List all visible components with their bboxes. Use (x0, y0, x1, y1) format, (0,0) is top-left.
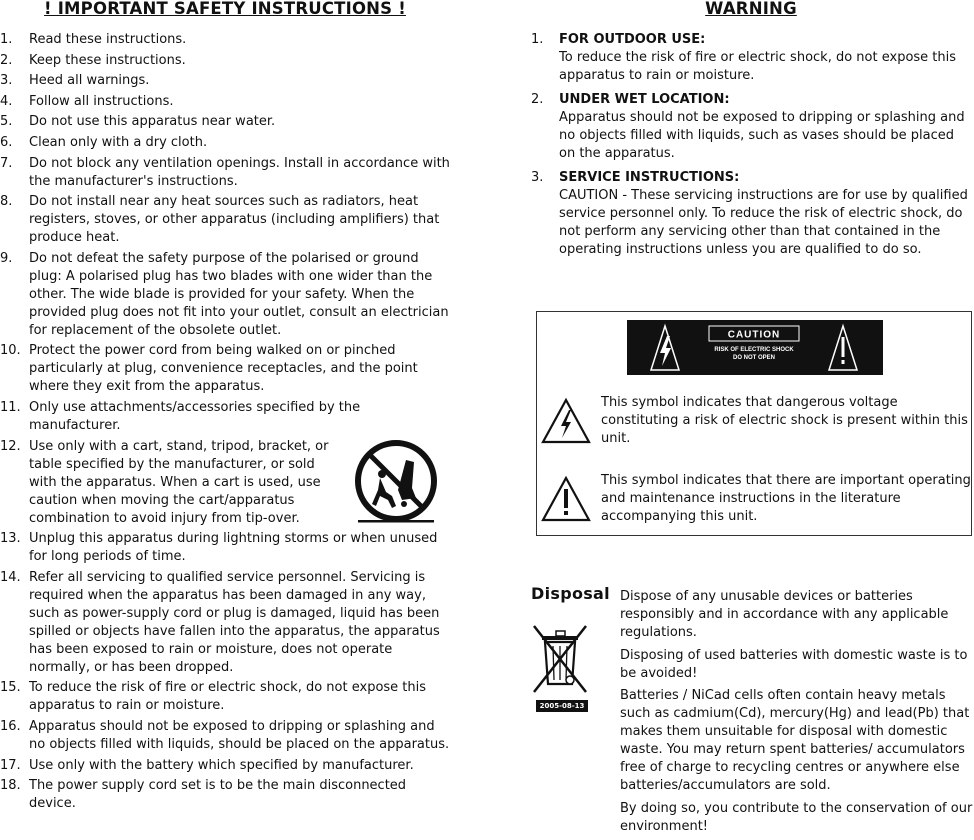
item-text: Do not defeat the safety purpose of the polarised or ground plug: A polarised plug has two blades with one wider than the other. The wide blade is provided for your safety. When the provided plug does not fit into your outlet, consult an electrician for replacement of the obsolete outlet. (29, 250, 449, 338)
list-item (528, 31, 974, 85)
caution-label-image (627, 320, 883, 375)
caution-label-title: CAUTION (727, 329, 781, 341)
exclamation-warning-icon (541, 476, 591, 522)
item-text: Use only with the battery which specified by manufacturer. (29, 757, 414, 773)
list-item (0, 52, 450, 70)
disposal-text (620, 588, 974, 840)
item-text: Do not block any ventilation openings. Install in accordance with the manufacturer's instructions. (29, 155, 450, 189)
list-item (0, 777, 450, 813)
disposal-paragraph: Disposing of used batteries with domestic waste is to be avoided! (620, 647, 968, 681)
voltage-symbol-text: This symbol indicates that dangerous voltage constituting a risk of electric shock is present within this unit. (601, 395, 968, 446)
crossed-out-wheelie-bin-icon (532, 620, 588, 698)
item-text: Unplug this apparatus during lightning storms or when unused for long periods of time. (29, 531, 438, 565)
item-text: To reduce the risk of fire or electric shock, do not expose this apparatus to rain or moisture. (559, 50, 957, 83)
item-heading: FOR OUTDOOR USE: (559, 32, 706, 47)
warning-title: WARNING (705, 0, 797, 18)
date-badge: 2005-08-13 (536, 700, 588, 712)
symbol-explanation-box (536, 311, 972, 536)
list-item (0, 250, 450, 340)
item-text: Do not use this apparatus near water. (29, 114, 276, 130)
item-number: 10. (0, 343, 21, 359)
item-number: 16. (0, 718, 21, 734)
disposal-paragraph: Batteries / NiCad cells often contain heavy metals such as cadmium(Cd), mercury(Hg) and lead(Pb) that makes them unsuitable for disposal with domestic waste. You may return spent batteries/ accumulators free of charge to recycling centres or anywhere else batteries/accumulators are sold. (620, 688, 970, 793)
item-number: 11. (0, 399, 21, 415)
warning-list (528, 31, 974, 265)
item-text: Use only with a cart, stand, tripod, bracket, or table specified by the manufacturer, or sold with the apparatus. When a cart is used, use caution when moving the cart/apparatus combination to avoid injury from tip-over. (29, 438, 329, 526)
item-text: Heed all warnings. (29, 73, 150, 89)
list-item (0, 438, 450, 528)
safety-title: ! IMPORTANT SAFETY INSTRUCTIONS ! (44, 0, 406, 18)
item-number: 1. (0, 32, 13, 47)
list-item (0, 569, 450, 677)
item-text: Do not install near any heat sources such as radiators, heat registers, stoves, or other apparatus (including amplifiers) that produce heat. (29, 194, 440, 246)
item-text: Keep these instructions. (29, 52, 186, 68)
list-item (0, 72, 450, 90)
item-number: 7. (0, 155, 13, 171)
list-item (0, 155, 450, 191)
item-text: The power supply cord set is to be the main disconnected device. (29, 778, 407, 812)
item-number: 3. (531, 170, 544, 185)
list-item (0, 757, 450, 775)
list-item (0, 530, 450, 566)
item-number: 3. (0, 73, 13, 89)
list-item (0, 399, 450, 435)
list-item (0, 113, 450, 131)
item-text: Apparatus should not be exposed to dripping or splashing and no objects filled with liquids, should be placed on the apparatus. (29, 718, 450, 752)
list-item (528, 169, 974, 259)
item-number: 9. (0, 250, 13, 266)
item-number: 14. (0, 569, 21, 585)
list-item (0, 718, 450, 754)
item-number: 18. (0, 778, 21, 794)
item-heading: SERVICE INSTRUCTIONS: (559, 170, 740, 185)
caution-label-line1: RISK OF ELECTRIC SHOCK (714, 347, 794, 353)
item-text: Apparatus should not be exposed to dripping or splashing and no objects filled with liquids, such as vases should be placed on the apparatus. (559, 110, 965, 161)
item-number: 8. (0, 194, 13, 210)
list-item (528, 91, 974, 163)
item-text: Protect the power cord from being walked on or pinched particularly at plug, convenience receptacles, and the point where they exit from the apparatus. (29, 343, 418, 395)
item-text: Follow all instructions. (29, 93, 174, 109)
warning-section (528, 0, 974, 524)
item-number: 4. (0, 93, 13, 109)
item-text: Refer all servicing to qualified service personnel. Servicing is required when the apparatus has been damaged in any way, such as power-supply cord or plug is damaged, liquid has been spilled or objects have fallen into the apparatus, the apparatus has been exposed to rain or moisture, does not operate normally, or has been dropped. (29, 569, 440, 675)
safety-section (0, 0, 450, 812)
list-item (0, 93, 450, 111)
item-number: 12. (0, 438, 21, 454)
item-number: 6. (0, 134, 13, 150)
item-heading: UNDER WET LOCATION: (559, 92, 730, 107)
list-item (0, 134, 450, 152)
item-text: CAUTION - These servicing instructions are for use by qualified service personnel only. To reduce the risk of electric shock, do not perform any servicing other than that contained in the operating instructions unless you are qualified to do so. (559, 188, 968, 257)
item-number: 2. (531, 92, 544, 107)
list-item (0, 342, 450, 396)
item-number: 13. (0, 531, 21, 547)
lightning-warning-icon (541, 398, 591, 444)
item-number: 5. (0, 114, 13, 130)
disposal-title: Disposal (531, 584, 610, 603)
cart-tipover-warning-icon (352, 440, 440, 526)
item-number: 2. (0, 52, 13, 68)
item-number: 1. (531, 32, 544, 47)
safety-list (0, 31, 450, 816)
item-text: Clean only with a dry cloth. (29, 134, 208, 150)
list-item (0, 679, 450, 715)
item-number: 15. (0, 680, 21, 696)
caution-label-line2: DO NOT OPEN (732, 355, 776, 361)
item-text: Read these instructions. (29, 32, 187, 47)
list-item (0, 193, 450, 247)
disposal-paragraph: By doing so, you contribute to the conservation of our environment! (620, 800, 973, 834)
exclamation-symbol-text: This symbol indicates that there are important operating and maintenance instructions in the literature accompanying this unit. (601, 473, 971, 524)
disposal-paragraph: Dispose of any unusable devices or batteries responsibly and in accordance with any applicable regulations. (620, 589, 949, 640)
item-text: Only use attachments/accessories specified by the manufacturer. (29, 399, 361, 433)
item-text: To reduce the risk of fire or electric shock, do not expose this apparatus to rain or moisture. (29, 680, 427, 714)
list-item (0, 31, 450, 49)
item-number: 17. (0, 757, 21, 773)
